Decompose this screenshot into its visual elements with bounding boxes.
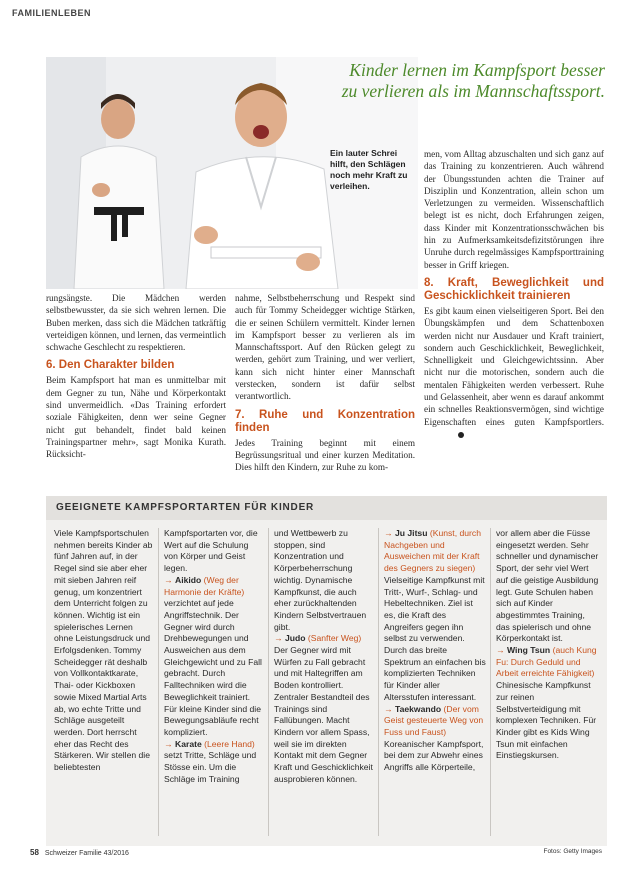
- arrow-icon: →: [274, 633, 283, 644]
- page-footer: [30, 848, 129, 857]
- sport-subtitle: (Sanfter Weg): [307, 633, 362, 644]
- article-column-3: [424, 148, 604, 440]
- martial-arts-box: [46, 496, 607, 846]
- sport-name-taekwando: Taekwando: [394, 703, 442, 714]
- paragraph: [424, 305, 604, 440]
- paragraph: nahme, Selbstbeherrschung und Respekt sind auch für Tommy Scheidegger wichtige Stärken, die er seinen Schülern vermittelt. Kinder lernen im Kampfsport besser zu verlieren als im Mannschaftssport. Auf den Rücken gelegt zu werden, gehört zum Training, und wer verliert, kann sich nicht hinter einer Mannschaft verstecken, sondern ist dafür selbst verantwortlich.: [235, 293, 415, 402]
- box-column-5: [496, 528, 600, 762]
- heading-7: 7. Ruhe und Konzentration finden: [235, 408, 415, 434]
- sport-subtitle: (Kunst, durch Nachgeben und Ausweichen mit der Kraft des Gegners zu siegen): [384, 528, 481, 574]
- arrow-icon: →: [384, 528, 393, 538]
- sport-name-judo: Judo: [284, 633, 306, 644]
- box-text: Kampfsportarten vor, die Wert auf die Schulung von Körper und Geist legen.: [164, 528, 258, 574]
- arrow-icon: →: [164, 738, 173, 749]
- photo-caption: Ein lauter Schrei hilft, den Schlägen noch mehr Kraft zu verleihen.: [330, 148, 408, 191]
- article-column-2: [235, 292, 415, 474]
- box-text: Der Gegner wird mit Würfen zu Fall gebracht und mit Haltegriffen am Boden kontrolliert. Zentraler Bestandteil des Trainings sind Fallübungen. Macht Kindern vor allem Spass, weil sie im direkten Kontakt mit dem Gegner Kraft und Geschicklichkeit ausprobieren können.: [274, 645, 373, 784]
- sport-subtitle: (Leere Hand): [204, 738, 255, 749]
- paragraph: Beim Kampfsport hat man es unmittelbar mit dem Gegner zu tun, Nähe und Körperkontakt sind unvermeidlich. «Das Training erfordert soziale Fähigkeiten, denn wer seine Gegner nicht gut behandelt, findet bald keinen Trainingspartner mehr», sagt Monika Kurath. Rücksicht-: [46, 375, 226, 460]
- sport-name-karate: Karate: [174, 738, 202, 749]
- magazine-issue: Schweizer Familie 43/2016: [44, 850, 129, 857]
- heading-8: 8. Kraft, Beweglichkeit und Geschicklichkeit trainieren: [424, 276, 604, 302]
- paragraph: men, vom Alltag abzuschalten und sich ganz auf das Training zu konzentrieren. Auch während der Übungsstunden achten die Trainer auf Disziplin und Konzentration, allein schon um Verletzungen zu vermeiden. Wissenschaftlich belegt ist es nicht, doch Erfahrungen zeigen, dass Kinder mit Konzentrationsschwächen bis hin zu Aufmerksamkeitsdefizitstörungen ihre Unruhe durch regelmässiges Kampfsporttraining besser in Griff kriegen.: [424, 149, 604, 270]
- box-column-1: [54, 528, 154, 774]
- arrow-icon: →: [164, 574, 173, 585]
- headline-line-1: Kinder lernen im Kampfsport besser: [349, 60, 605, 80]
- paragraph: rungsängste. Die Mädchen werden selbstbewusster, da sie sich wehren lernen. Die Buben merken, dass sich die Mädchen tatkräftig verteidigen können, und lernen, das vermeintlich schwache Geschlecht zu respektieren.: [46, 293, 226, 353]
- box-text: setzt Tritte, Schläge und Stösse ein. Um die Schläge im Training: [164, 750, 257, 784]
- column-divider: [268, 528, 269, 836]
- end-mark-icon: [458, 432, 464, 438]
- box-column-3: [274, 528, 374, 785]
- box-text: verzichtet auf jede Angriffstechnik. Der Gegner wird durch Drehbewegungen und Ausweichen aus dem Gleichgewicht und zu Fall gebracht. Durch Falltechniken wird die Beweglichkeit trainiert. Für kleine Kinder sind die Bewegungsabläufe recht kompliziert.: [164, 598, 262, 737]
- box-text: Viele Kampfsportschulen nehmen bereits Kinder ab fünf Jahren auf, in der Regel sind sie aber eher mit sieben Jahren reif genug, um konzentriert dem Unterricht folgen zu können. Wichtig ist ein spielerisches Lernen ohne Leistungsdruck und Erfolgsdenken. Tommy Scheidegger rät deshalb von Vollkontaktkarate, Thai- oder Kickboxen sowie Mixed Martial Arts ab, wo echte Tritte und Schläge ausgeteilt werden. Dort herrscht eher das Recht des Stärkeren. Wir stellen die beliebtesten: [54, 528, 153, 773]
- box-text: Vielseitige Kampfkunst mit Tritt-, Wurf-, Schlag- und Hebeltechniken. Ziel ist es, die Kraft des Angreifers gegen ihn selbst zu verwenden. Durch das breite Spektrum an einfachen bis komplizierten Techniken für Kinder aller Altersstufen interessant.: [384, 574, 486, 702]
- arrow-icon: →: [384, 703, 393, 714]
- column-divider: [378, 528, 379, 836]
- paragraph: Jedes Training beginnt mit einem Begrüssungsritual und einer kurzen Meditation. Dies hilft den Kindern, zur Ruhe zu kom-: [235, 437, 415, 473]
- article-column-1: [46, 292, 226, 461]
- sport-name-aikido: Aikido: [174, 574, 202, 585]
- box-column-2: [164, 528, 264, 785]
- headline-line-2: zu verlieren als im Mannschaftssport.: [341, 81, 605, 101]
- column-divider: [158, 528, 159, 836]
- paragraph-text: Es gibt kaum einen vielseitigeren Sport. Bei den Übungskämpfen und dem Schattenboxen werden nicht nur Ausdauer und Kraft trainiert, sondern auch Geschicklichkeit, Beweglichkeit, Schnelligkeit und Gleichgewichtssinn. Aber nicht nur die motorischen, sondern auch die mentalen Fähigkeiten werden verbessert. Ruhe und Gelassenheit, aber wenn es darauf ankommt ein schnelles Reaktionsvermögen, sind wichtige Eigenschaften eines guten Kampfsportlers.: [424, 305, 604, 427]
- sport-name-jujitsu: Ju Jitsu: [394, 528, 428, 538]
- article-headline: [270, 60, 605, 102]
- heading-6: 6. Den Charakter bilden: [46, 359, 175, 372]
- box-text: und Wettbewerb zu stoppen, sind Konzentration und Körperbeherrschung wichtig. Dynamische Kampfkunst, die auch eher zurückhaltenden Kindern Selbstvertrauen gibt.: [274, 528, 367, 632]
- box-text: Chinesische Kampfkunst zur reinen Selbstverteidigung mit komplexen Techniken. Für Kinder gibt es Kids Wing Tsun mit einfachen Einstiegskursen.: [496, 680, 597, 761]
- page-number: 58: [30, 848, 39, 857]
- box-column-4: [384, 528, 486, 774]
- sport-subtitle: (Weg der Harmonie der Kräfte): [164, 574, 245, 597]
- sport-subtitle: (auch Kung Fu: Durch Geduld und Arbeit erreichte Fähigkeit): [496, 645, 597, 679]
- box-text: Koreanischer Kampfsport, bei dem zur Abwehr eines Angriffs alle Körperteile,: [384, 738, 484, 773]
- box-title: GEEIGNETE KAMPFSPORTARTEN FÜR KINDER: [46, 496, 607, 520]
- box-text: vor allem aber die Füsse eingesetzt werden. Sehr schneller und dynamischer Sport, der sehr viel Wert auf die geistige Ausbildung legt. Gute Schulen haben sich auf Kinder abgestimmtes Training, das spielerisch und ohne Körperkontakt ist.: [496, 528, 599, 644]
- sport-subtitle: (Der vom Geist gesteuerte Weg von Fuss und Faust): [384, 703, 484, 737]
- column-divider: [490, 528, 491, 836]
- arrow-icon: →: [496, 645, 505, 656]
- photo-credit: Fotos: Getty Images: [543, 848, 602, 855]
- section-label: FAMILIENLEBEN: [12, 8, 92, 18]
- sport-name-wingtsun: Wing Tsun: [506, 645, 551, 656]
